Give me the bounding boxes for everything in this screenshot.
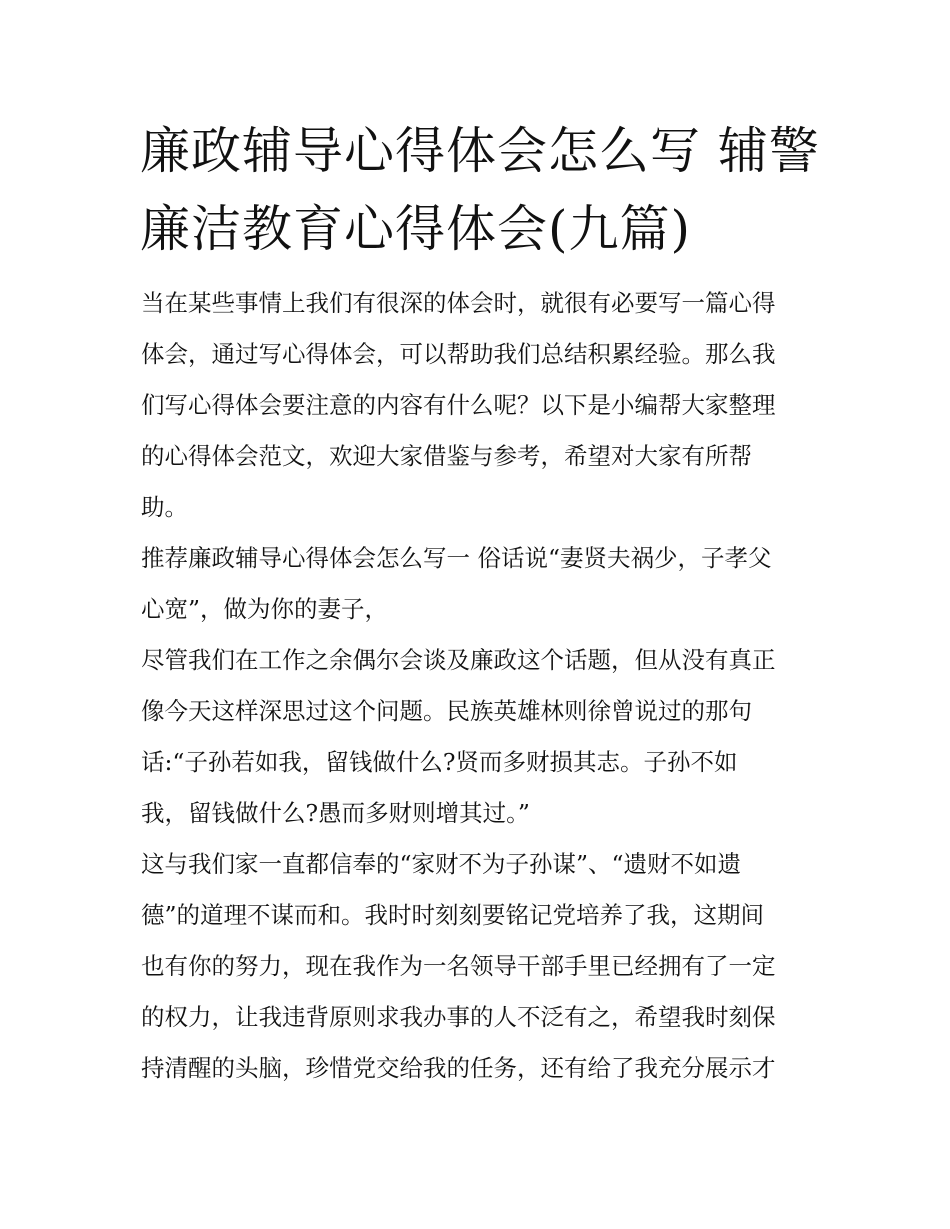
text-line: 这与我们家一直都信奉的“家财不为子孙谋”、“遗财不如遗 xyxy=(141,850,742,878)
text-line: 德”的道理不谋而和。我时时刻刻要铭记党培养了我，这期间 xyxy=(141,901,765,929)
text-line: 尽管我们在工作之余偶尔会谈及廉政这个话题，但从没有真正 xyxy=(141,646,776,674)
text-line: 推荐廉政辅导心得体会怎么写一 俗话说“妻贤夫祸少，子孝父 xyxy=(141,544,772,572)
text-line: 我，留钱做什么?愚而多财则增其过。” xyxy=(141,799,530,827)
text-line: 像今天这样深思过这个问题。民族英雄林则徐曾说过的那句 xyxy=(141,697,752,725)
paragraph-recommend xyxy=(141,533,821,635)
text-line: 的权力，让我违背原则求我办事的人不泛有之，希望我时刻保 xyxy=(141,1003,776,1031)
text-line: 心宽”，做为你的妻子， xyxy=(141,595,389,623)
text-line: 体会，通过写心得体会，可以帮助我们总结积累经验。那么我 xyxy=(141,340,776,368)
document-title xyxy=(140,112,820,268)
text-line: 助。 xyxy=(141,493,188,521)
paragraph-intro xyxy=(141,278,821,533)
text-line: 的心得体会范文，欢迎大家借鉴与参考，希望对大家有所帮 xyxy=(141,442,752,470)
title-line-1: 廉政辅导心得体会怎么写 辅警 xyxy=(140,122,820,180)
title-line-2: 廉洁教育心得体会(九篇) xyxy=(140,200,692,258)
paragraph-family xyxy=(141,839,821,1094)
text-line: 也有你的努力，现在我作为一名领导干部手里已经拥有了一定 xyxy=(141,952,776,980)
text-line: 们写心得体会要注意的内容有什么呢？以下是小编帮大家整理 xyxy=(141,391,776,419)
paragraph-quote xyxy=(141,635,821,839)
text-line: 话:“子孙若如我，留钱做什么?贤而多财损其志。子孙不如 xyxy=(141,748,738,776)
text-line: 当在某些事情上我们有很深的体会时，就很有必要写一篇心得 xyxy=(141,289,776,317)
text-line: 持清醒的头脑，珍惜党交给我的任务，还有给了我充分展示才 xyxy=(141,1054,776,1082)
document-body xyxy=(141,278,821,1094)
